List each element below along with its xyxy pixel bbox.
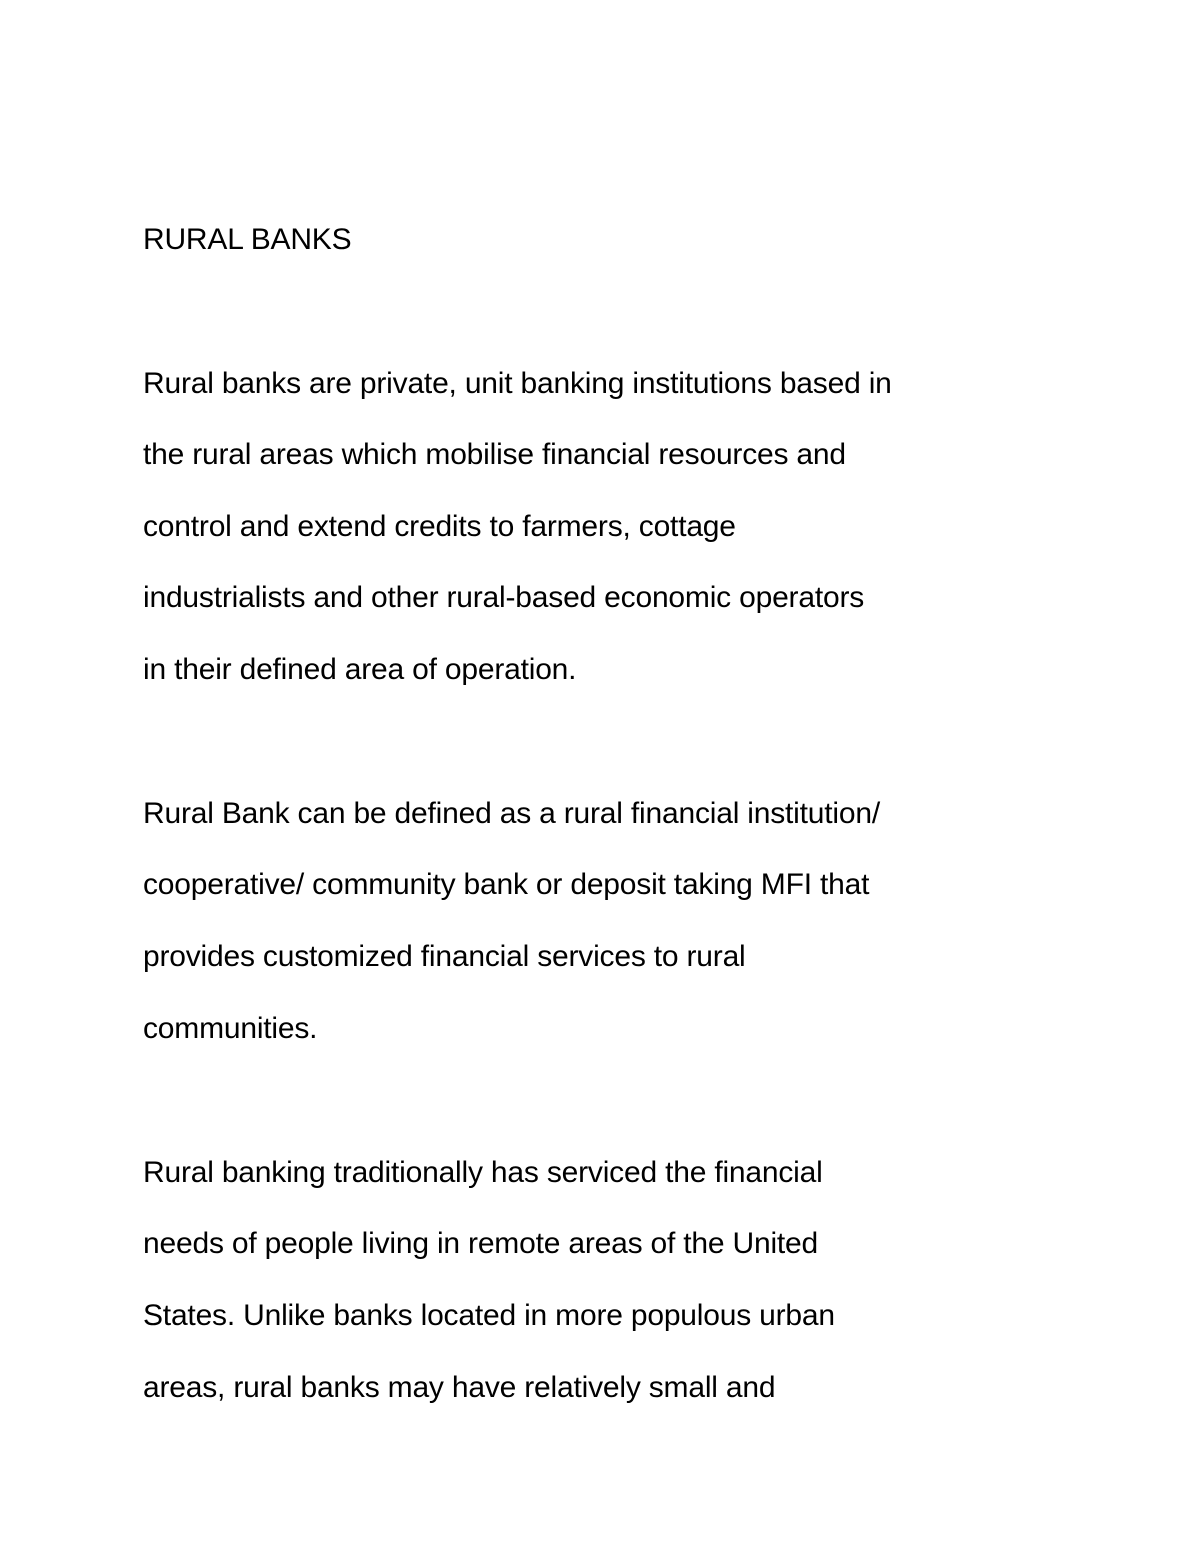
paragraph-line: provides customized financial services to rural: [143, 940, 746, 973]
paragraph-line: communities.: [143, 1012, 318, 1045]
paragraph-line: cooperative/ community bank or deposit taking MFI that: [143, 868, 870, 901]
document-title: RURAL BANKS: [143, 223, 352, 256]
paragraph-line: the rural areas which mobilise financial resources and: [143, 438, 846, 471]
paragraph-line: Rural banking traditionally has serviced the financial: [143, 1156, 823, 1189]
paragraph-line: control and extend credits to farmers, cottage: [143, 510, 736, 543]
paragraph-line: needs of people living in remote areas of the United: [143, 1227, 819, 1260]
paragraph-line: in their defined area of operation.: [143, 653, 577, 686]
paragraph-line: States. Unlike banks located in more populous urban: [143, 1299, 835, 1332]
paragraph-line: industrialists and other rural-based economic operators: [143, 581, 865, 614]
paragraph-line: Rural Bank can be defined as a rural financial institution/: [143, 797, 880, 830]
paragraph-line: areas, rural banks may have relatively small and: [143, 1371, 776, 1404]
paragraph-line: Rural banks are private, unit banking institutions based in: [143, 367, 892, 400]
